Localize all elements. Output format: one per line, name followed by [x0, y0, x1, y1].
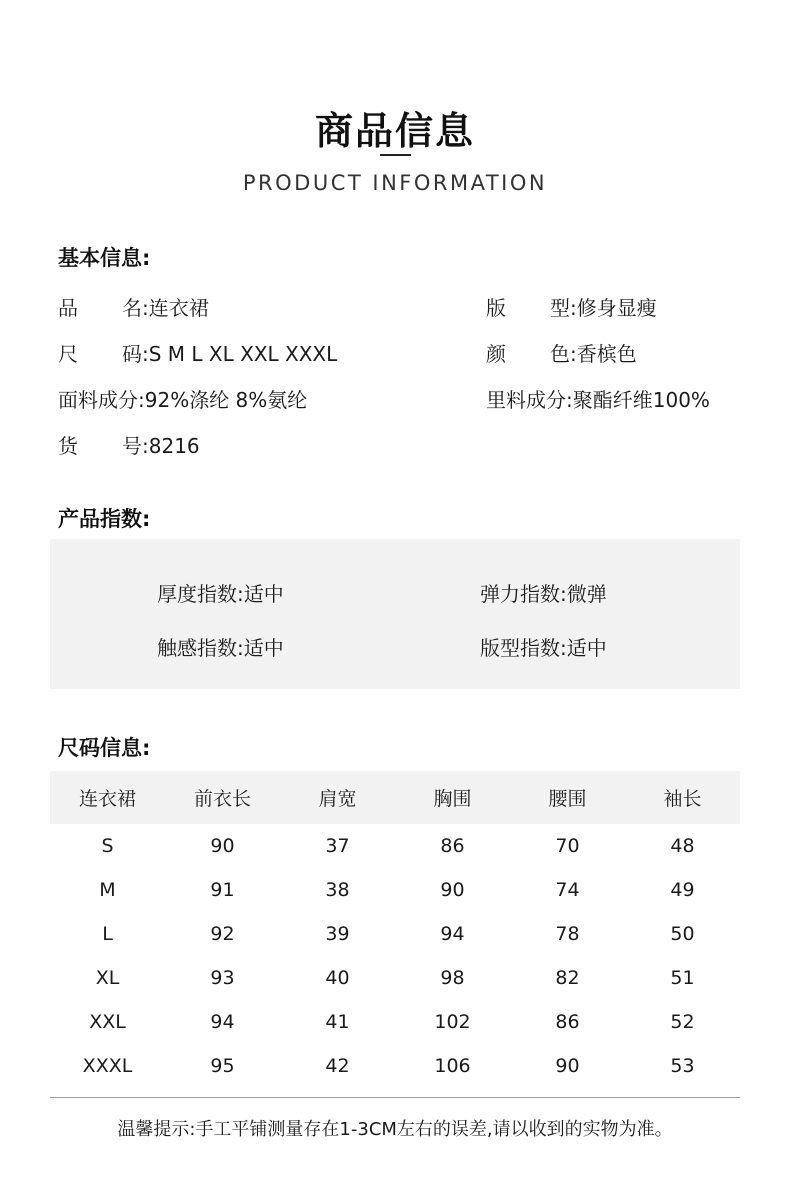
info-value: 连衣裙	[148, 296, 209, 320]
info-value: 香槟色	[576, 342, 637, 366]
size-table	[50, 771, 740, 1088]
table-cell: 42	[325, 1055, 350, 1077]
table-cell: 37	[325, 835, 350, 857]
label-colon: :	[570, 342, 577, 366]
table-row	[50, 1000, 740, 1044]
info-row-size	[58, 338, 337, 367]
table-cell: 93	[210, 967, 235, 989]
column-header: 腰围	[510, 771, 625, 824]
table-cell: 51	[670, 967, 695, 989]
label-char: 尺	[58, 342, 78, 366]
label-colon: :	[138, 388, 145, 412]
product-index-panel	[50, 539, 740, 689]
table-cell: 41	[325, 1011, 350, 1033]
table-cell: 48	[670, 835, 695, 857]
table-row	[50, 912, 740, 956]
basic-info-heading: 基本信息:	[58, 246, 151, 270]
label-char: 货	[58, 434, 78, 458]
column-header: 胸围	[395, 771, 510, 824]
label-char: 色	[550, 342, 570, 366]
index-item-elasticity	[480, 578, 607, 607]
label-colon: :	[142, 434, 149, 458]
table-cell: 50	[670, 923, 695, 945]
table-cell: 92	[210, 923, 235, 945]
size-table-header-row	[50, 771, 740, 824]
index-value: 适中	[566, 636, 607, 660]
index-label: 版型指数:	[480, 636, 567, 660]
table-row	[50, 1044, 740, 1088]
table-cell: 95	[210, 1055, 235, 1077]
table-cell: 40	[325, 967, 350, 989]
info-row-fit	[486, 292, 657, 321]
table-cell: 98	[440, 967, 465, 989]
table-cell: 106	[434, 1055, 471, 1077]
info-row-color	[486, 338, 637, 367]
info-row-lining	[486, 384, 710, 413]
table-cell: 78	[555, 923, 580, 945]
table-row	[50, 868, 740, 912]
info-row-item-number	[58, 430, 200, 459]
info-value: 聚酯纤维100%	[572, 388, 710, 412]
index-item-thickness	[157, 578, 284, 607]
label-colon: :	[142, 296, 149, 320]
label-char: 颜	[486, 342, 506, 366]
label-char: 名	[122, 296, 142, 320]
column-header: 连衣裙	[50, 771, 165, 824]
footnote: 温馨提示:手工平铺测量存在1-3CM左右的误差,请以收到的实物为准。	[117, 1119, 673, 1140]
info-row-name	[58, 292, 209, 321]
table-cell: XXXL	[82, 1055, 133, 1077]
info-value: 修身显瘦	[576, 296, 657, 320]
table-cell: 90	[210, 835, 235, 857]
table-row	[50, 956, 740, 1000]
index-label: 触感指数:	[157, 636, 244, 660]
table-cell: M	[99, 879, 116, 901]
info-label	[58, 292, 142, 321]
label-char: 型	[550, 296, 570, 320]
table-cell: S	[101, 835, 114, 857]
table-cell: XXL	[89, 1011, 126, 1033]
info-row-fabric	[58, 384, 307, 413]
index-item-fit	[480, 632, 607, 661]
table-cell: 39	[325, 923, 350, 945]
label-char: 版	[486, 296, 506, 320]
info-label	[486, 338, 570, 367]
column-header: 肩宽	[280, 771, 395, 824]
table-cell: 86	[555, 1011, 580, 1033]
info-label	[58, 338, 142, 367]
table-cell: 70	[555, 835, 580, 857]
table-row	[50, 824, 740, 868]
title-divider	[380, 154, 411, 156]
index-label: 厚度指数:	[157, 582, 244, 606]
table-cell: 91	[210, 879, 235, 901]
table-cell: 94	[210, 1011, 235, 1033]
info-label	[58, 430, 142, 459]
table-cell: 52	[670, 1011, 695, 1033]
label-colon: :	[570, 296, 577, 320]
info-value: S M L XL XXL XXXL	[148, 342, 338, 366]
table-cell: 53	[670, 1055, 695, 1077]
table-cell: 86	[440, 835, 465, 857]
index-value: 适中	[243, 636, 284, 660]
column-header: 前衣长	[165, 771, 280, 824]
index-item-touch	[157, 632, 284, 661]
index-value: 适中	[243, 582, 284, 606]
label-colon: :	[142, 342, 149, 366]
table-cell: XL	[95, 967, 120, 989]
bottom-divider	[50, 1097, 740, 1098]
table-cell: L	[102, 923, 113, 945]
index-value: 微弹	[566, 582, 607, 606]
label-char: 码	[122, 342, 142, 366]
label-char: 品	[58, 296, 78, 320]
info-label	[486, 292, 570, 321]
page-subtitle: PRODUCT INFORMATION	[242, 171, 548, 195]
label-colon: :	[566, 388, 573, 412]
table-cell: 49	[670, 879, 695, 901]
table-cell: 74	[555, 879, 580, 901]
column-header: 袖长	[625, 771, 740, 824]
index-label: 弹力指数:	[480, 582, 567, 606]
info-value: 92%涤纶 8%氨纶	[144, 388, 308, 412]
page-title: 商品信息	[314, 109, 475, 153]
table-cell: 94	[440, 923, 465, 945]
product-index-heading: 产品指数:	[58, 507, 151, 531]
table-cell: 38	[325, 879, 350, 901]
info-value: 8216	[148, 434, 200, 458]
table-cell: 82	[555, 967, 580, 989]
table-cell: 90	[440, 879, 465, 901]
table-cell: 90	[555, 1055, 580, 1077]
label-char: 号	[122, 434, 142, 458]
table-cell: 102	[434, 1011, 471, 1033]
info-label: 里料成分	[486, 388, 566, 412]
info-label: 面料成分	[58, 388, 138, 412]
size-info-heading: 尺码信息:	[58, 736, 151, 760]
